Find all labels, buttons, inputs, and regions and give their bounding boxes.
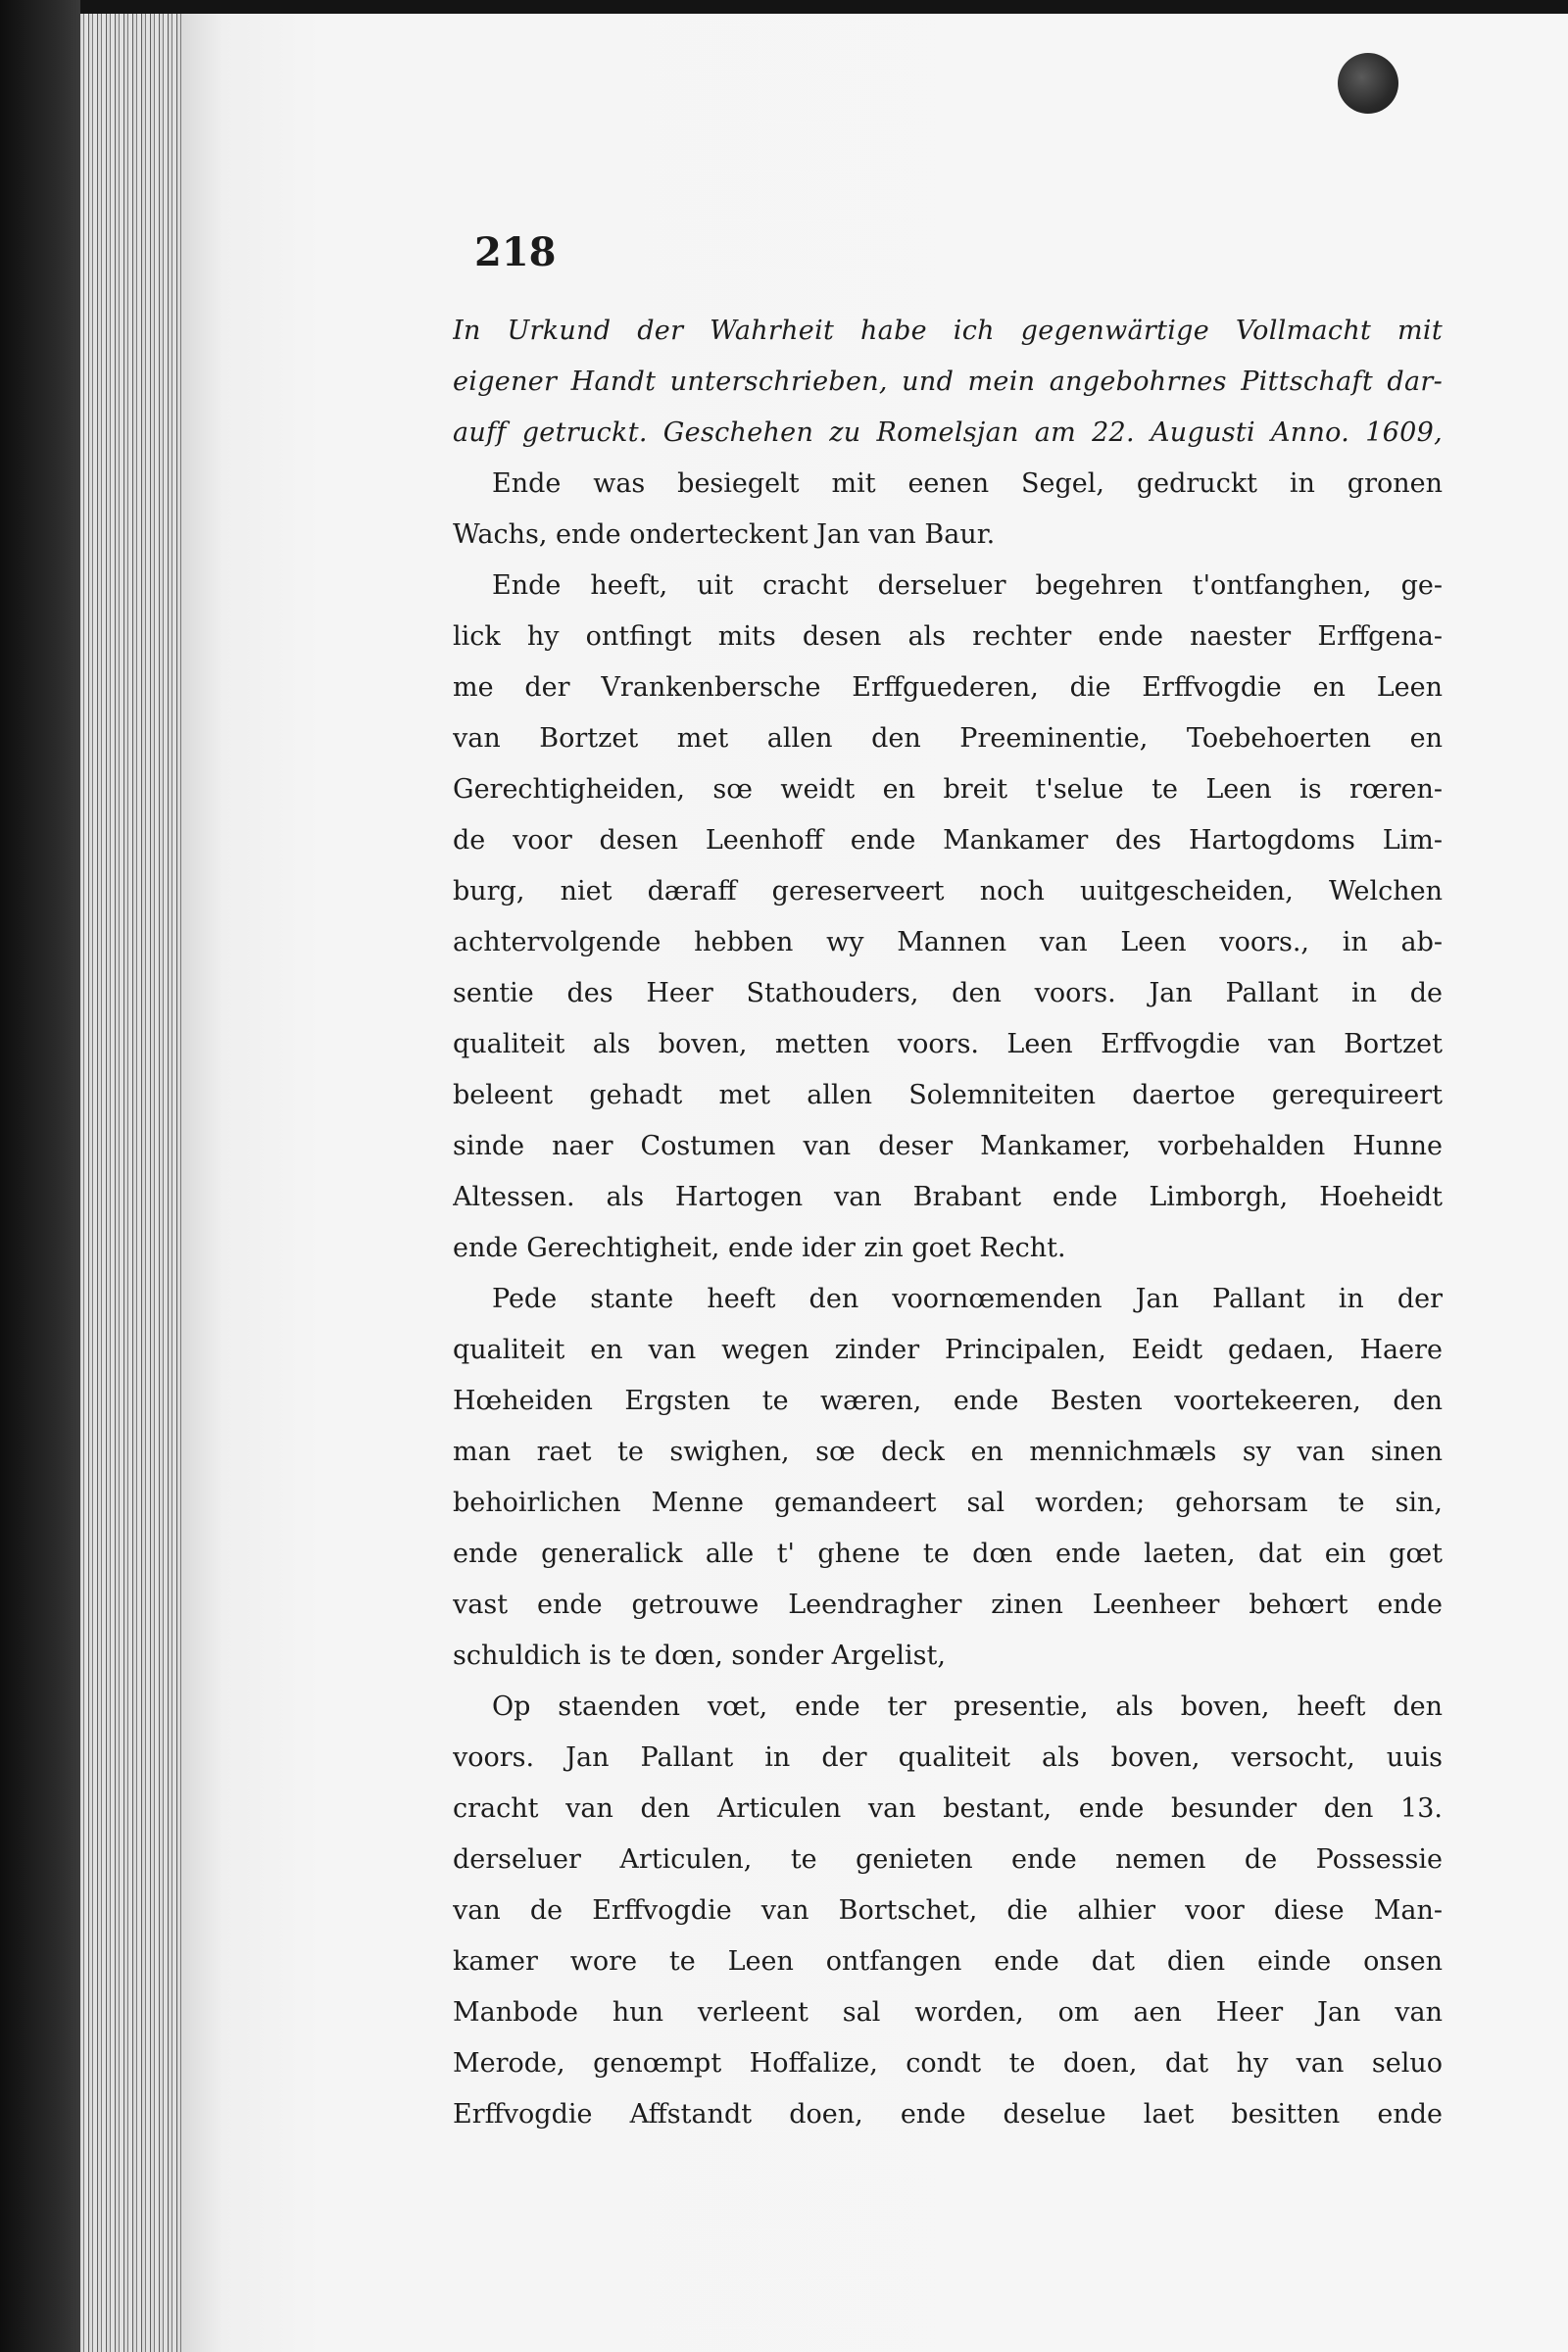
text-line: auff getruckt. Geschehen zu Romelsjan am 22. Augusti Anno. 1609, <box>453 417 1443 448</box>
text-line: Op staenden vœt, ende ter presentie, als boven, heeft den <box>492 1691 1443 1722</box>
text-line: cracht van den Articulen van bestant, ende besunder den 13. <box>453 1793 1443 1824</box>
text-line: sinde naer Costumen van deser Mankamer, vorbehalden Hunne <box>453 1131 1443 1161</box>
body-text <box>453 306 1443 2140</box>
text-line: Ende heeft, uit cracht derseluer begehren t'ontfanghen, ge- <box>492 570 1443 601</box>
text-line: man raet te swighen, sœ deck en mennichmæls sy van sinen <box>453 1437 1443 1467</box>
text-line: Pede stante heeft den voornœmenden Jan Pallant in der <box>492 1284 1443 1314</box>
page-number: 218 <box>474 229 557 275</box>
text-line: Manbode hun verleent sal worden, om aen Heer Jan van <box>453 1997 1443 2028</box>
text-line: Hœheiden Ergsten te wæren, ende Besten voortekeeren, den <box>453 1386 1443 1416</box>
text-line: kamer wore te Leen ontfangen ende dat dien einde onsen <box>453 1946 1443 1977</box>
page-edges-stack <box>80 14 188 2352</box>
text-line: qualiteit als boven, metten voors. Leen Erffvogdie van Bortzet <box>453 1029 1443 1059</box>
text-line: derseluer Articulen, te genieten ende nemen de Possessie <box>453 1844 1443 1875</box>
text-line: sentie des Heer Stathouders, den voors. Jan Pallant in de <box>453 978 1443 1008</box>
text-line: vast ende getrouwe Leendragher zinen Leenheer behœrt ende <box>453 1590 1443 1620</box>
text-line: Altessen. als Hartogen van Brabant ende Limborgh, Hoeheidt <box>453 1182 1443 1212</box>
punch-hole <box>1338 53 1398 114</box>
text-line: van de Erffvogdie van Bortschet, die alhier voor diese Man- <box>453 1895 1443 1926</box>
text-line: schuldich is te dœn, sonder Argelist, <box>453 1641 946 1671</box>
text-line: behoirlichen Menne gemandeert sal worden; gehorsam te sin, <box>453 1488 1443 1518</box>
text-line: Wachs, ende onderteckent Jan van Baur. <box>453 519 996 550</box>
text-line: voors. Jan Pallant in der qualiteit als boven, versocht, uuis <box>453 1742 1443 1773</box>
top-scan-border <box>0 0 1568 14</box>
text-line: Ende was besiegelt mit eenen Segel, gedruckt in gronen <box>492 468 1443 499</box>
text-line: ende Gerechtigheit, ende ider zin goet Recht. <box>453 1233 1066 1263</box>
text-line: burg, niet dæraff gereserveert noch uuitgescheiden, Welchen <box>453 876 1443 906</box>
text-line: Erffvogdie Affstandt doen, ende deselue laet besitten ende <box>453 2099 1443 2130</box>
text-line: In Urkund der Wahrheit habe ich gegenwärtige Vollmacht mit <box>453 316 1443 346</box>
left-scan-shadow <box>0 0 80 2352</box>
text-line: ende generalick alle t' ghene te dœn ende laeten, dat ein gœt <box>453 1539 1443 1569</box>
text-line: Merode, genœmpt Hoffalize, condt te doen, dat hy van seluo <box>453 2048 1443 2079</box>
text-line: qualiteit en van wegen zinder Principalen, Eeidt gedaen, Haere <box>453 1335 1443 1365</box>
text-line: van Bortzet met allen den Preeminentie, Toebehoerten en <box>453 723 1443 754</box>
text-line: me der Vrankenbersche Erffguederen, die Erffvogdie en Leen <box>453 672 1443 703</box>
text-line: beleent gehadt met allen Solemniteiten daertoe gerequireert <box>453 1080 1443 1110</box>
text-line: lick hy ontfingt mits desen als rechter ende naester Erffgena- <box>453 621 1443 652</box>
text-line: de voor desen Leenhoff ende Mankamer des Hartogdoms Lim- <box>453 825 1443 856</box>
text-line: Gerechtigheiden, sœ weidt en breit t'selue te Leen is rœren- <box>453 774 1443 805</box>
text-line: eigener Handt unterschrieben, und mein angebohrnes Pittschaft dar- <box>453 367 1443 397</box>
text-line: achtervolgende hebben wy Mannen van Leen voors., in ab- <box>453 927 1443 957</box>
